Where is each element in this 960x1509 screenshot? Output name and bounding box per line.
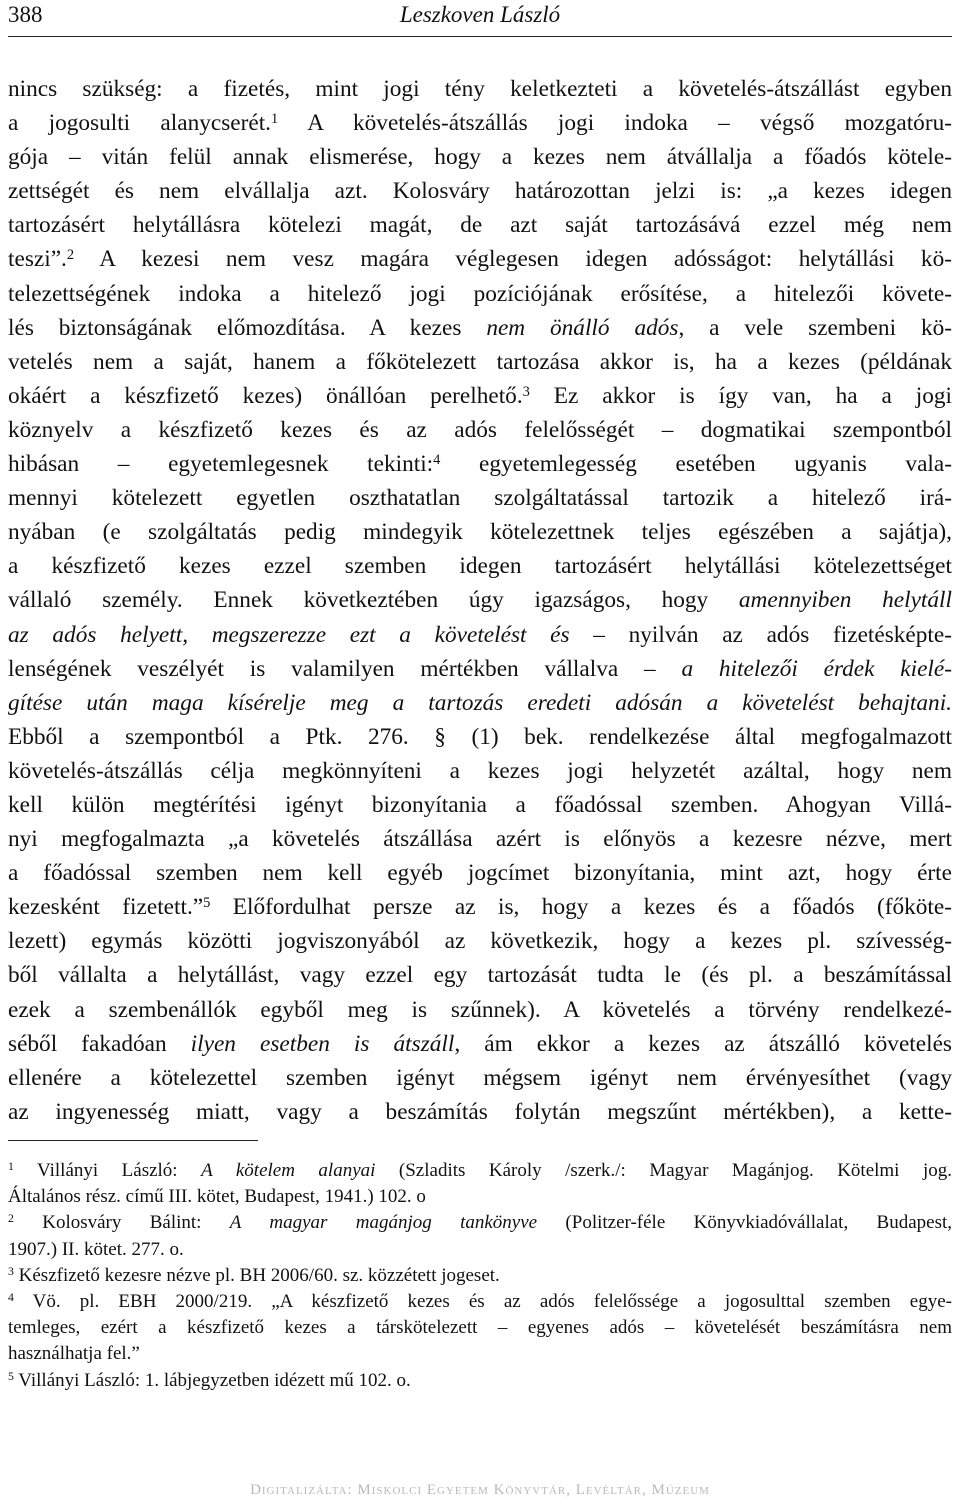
footnote-marker: 4 <box>433 451 441 468</box>
text-line <box>8 618 952 652</box>
text-run: nyában (e szolgáltatás pedig mindegyik kötelezettnek teljes egészében a sajátja), <box>8 519 952 546</box>
footnote-marker: 4 <box>8 1291 14 1305</box>
footnote-line <box>8 1315 952 1341</box>
text-run: 1907.) II. kötet. 277. o. <box>8 1238 184 1260</box>
text-line <box>8 174 952 208</box>
text-run: a készfizető kezes ezzel szemben idegen tartozásért helytállási kötelezettséget <box>8 553 952 580</box>
text-line <box>8 583 952 617</box>
text-run: gója – vitán felül annak elismerése, hogy a kezes nem átvállalja a főadós kötele- <box>8 144 952 171</box>
footnote-line <box>8 1368 952 1394</box>
text-run: kell külön megtérítési igényt bizonyítania a főadóssal szemben. Ahogyan Villá- <box>8 791 952 818</box>
footnote-marker: 5 <box>203 895 211 912</box>
footnote-marker: 1 <box>8 1160 14 1174</box>
text-run: , ám ekkor a kezes az átszálló követelés <box>454 1030 952 1057</box>
footnote-line <box>8 1184 952 1210</box>
text-line <box>8 1095 952 1129</box>
running-header <box>8 0 952 37</box>
text-line <box>8 140 952 174</box>
text-run: a jogosulti alanycserét. <box>8 110 272 137</box>
text-run: Vö. pl. EBH 2000/219. „A készfizető kezes és az adós felelőssége a jogosulttal szemben egye- <box>13 1291 952 1313</box>
text-run: , a vele szembeni kö- <box>678 314 952 341</box>
text-line <box>8 481 952 515</box>
text-run: hibásan – egyetemlegesnek tekinti: <box>8 451 434 478</box>
text-run: az ingyenesség miatt, vagy a beszámítás folytán megszűnt mértékben), a kette- <box>8 1098 952 1125</box>
text-run: teszi”. <box>8 246 67 273</box>
text-run: lezett) egymás közötti jogviszonyából az következik, hogy a kezes pl. szívesség- <box>8 928 952 955</box>
text-run: ellenére a kötelezettel szemben igényt mégsem igényt nem érvényesíthet (vagy <box>8 1064 952 1091</box>
text-line <box>8 686 952 720</box>
text-line <box>8 242 952 276</box>
footnote-separator <box>8 1140 258 1141</box>
footnote-marker: 5 <box>8 1369 14 1383</box>
text-line <box>8 311 952 345</box>
text-run: Általános rész. című III. kötet, Budapest, 1941.) 102. o <box>8 1186 426 1208</box>
text-line <box>8 754 952 788</box>
text-run: nyi megfogalmazta „a követelés átszállása azért is előnyös a kezesre nézve, mert <box>8 826 952 853</box>
text-run: ezek a szembenállók egyből meg is szűnnek). A követelés a törvény rendelkezé- <box>8 996 952 1023</box>
footnote-line <box>8 1210 952 1236</box>
footnote-line <box>8 1237 952 1263</box>
text-line <box>8 277 952 311</box>
text-line <box>8 106 952 140</box>
text-run: okáért a készfizető kezes) önállóan perelhető. <box>8 382 523 409</box>
italic-text: amennyiben helytáll <box>738 587 952 614</box>
text-run: a főadóssal szemben nem kell egyéb jogcímet bizonyítania, mint azt, hogy érte <box>8 860 952 887</box>
text-line <box>8 447 952 481</box>
text-run: Készfizető kezesre nézve pl. BH 2006/60. sz. közzétett jogeset. <box>13 1264 500 1286</box>
text-run: Előfordulhat persze az is, hogy a kezes és a főadós (főköte- <box>210 894 952 921</box>
text-run: A kezesi nem vesz magára véglegesen idegen adósságot: helytállási kö- <box>74 246 952 273</box>
footnote-marker: 1 <box>271 110 279 127</box>
text-run: Ez akkor is így van, ha a jogi <box>529 382 952 409</box>
text-run: követelés-átszállás célja megkönnyíteni a kezes jogi helyzetét azáltal, hogy nem <box>8 757 952 784</box>
text-run: lenségének veszélyét is valamilyen mértékben vállalva – <box>8 655 682 682</box>
italic-text: ilyen esetben is átszáll <box>190 1030 455 1057</box>
footnote-marker: 3 <box>522 383 530 400</box>
text-run: nincs szükség: a fizetés, mint jogi tény keletkezteti a követelés-átszállást egyben <box>8 76 952 102</box>
text-line <box>8 652 952 686</box>
footnote-line <box>8 1341 952 1367</box>
footnote-marker: 2 <box>8 1212 14 1226</box>
text-run: Ebből a szempontból a Ptk. 276. § (1) bek. rendelkezése által megfogalmazott <box>8 723 952 750</box>
text-run: (Szladits Károly /szerk./: Magyar Magánjog. Kötelmi jog. <box>375 1160 952 1181</box>
footnote-line <box>8 1263 952 1289</box>
text-run: ből vállalta a helytállást, vagy ezzel egy tartozását tudta le (és pl. a beszámítással <box>8 962 952 989</box>
text-line <box>8 958 952 992</box>
text-line <box>8 720 952 754</box>
text-line <box>8 822 952 856</box>
text-line <box>8 890 952 924</box>
italic-text: gítése után maga kísérelje meg a tartozás eredeti adósán a követelést behajtani. <box>8 689 952 716</box>
italic-text: az adós helyett, megszerezze ezt a követelést és <box>8 621 570 648</box>
italic-text: nem önálló adós <box>486 314 679 341</box>
text-run: lés biztonságának előmozdítása. A kezes <box>8 314 487 341</box>
text-run: köznyelv a készfizető kezes és az adós felelősségét – dogmatikai szempontból <box>8 416 952 443</box>
text-run: vállaló személy. Ennek következtében úgy igazságos, hogy <box>8 587 739 614</box>
text-line <box>8 515 952 549</box>
text-run: (Politzer-féle Könyvkiadóvállalat, Budapest, <box>537 1212 952 1234</box>
italic-text: A kötelem alanyai <box>201 1160 376 1181</box>
main-text <box>8 72 952 1129</box>
text-run: használhatja fel.” <box>8 1343 140 1365</box>
footnote-line <box>8 1289 952 1315</box>
page-number: 388 <box>8 2 43 27</box>
text-run: temleges, ezért a készfizető kezes a társkötelezett – egyenes adós – követelését beszámításra nem <box>8 1317 952 1339</box>
text-run: Villányi László: <box>13 1160 202 1181</box>
text-run: telezettségének indoka a hitelező jogi pozíciójának erősítése, a hitelezői követe- <box>8 280 952 307</box>
digitization-watermark: Digitalizálta: Miskolci Egyetem Könyvtár, Levéltár, Múzeum <box>250 1482 710 1498</box>
text-run: Kolosváry Bálint: <box>13 1212 230 1234</box>
text-line <box>8 1061 952 1095</box>
text-run: egyetemlegesség esetében ugyanis vala- <box>440 451 952 478</box>
text-line <box>8 72 952 106</box>
italic-text: A magyar magánjog tankönyve <box>229 1212 538 1234</box>
text-run: kezesként fizetett.” <box>8 894 204 921</box>
text-run: vetelés nem a saját, hanem a főkötelezett tartozása akkor is, ha a kezes (példának <box>8 348 952 375</box>
text-line <box>8 856 952 890</box>
text-run: tartozásért helytállásra kötelezi magát, de azt saját tartozásává ezzel még nem <box>8 212 952 239</box>
text-line <box>8 1027 952 1061</box>
text-line <box>8 413 952 447</box>
text-run: – nyilván az adós fizetésképte- <box>569 621 952 648</box>
footnote-marker: 2 <box>66 247 75 264</box>
text-run: zettségét és nem elvállalja azt. Kolosváry határozottan jelzi is: „a kezes idegen <box>8 178 952 205</box>
footnotes <box>8 1158 952 1394</box>
running-title: Leszkoven László <box>399 2 561 27</box>
text-line <box>8 208 952 242</box>
text-line <box>8 993 952 1027</box>
text-line <box>8 788 952 822</box>
text-line <box>8 379 952 413</box>
text-line <box>8 549 952 583</box>
italic-text: a hitelezői érdek kielé- <box>681 655 953 682</box>
footnote-marker: 3 <box>8 1264 14 1278</box>
text-line <box>8 345 952 379</box>
text-run: séből fakadóan <box>8 1030 191 1057</box>
footnote-line <box>8 1158 952 1184</box>
text-run: A követelés-átszállás jogi indoka – végső mozgatóru- <box>278 110 952 137</box>
text-line <box>8 924 952 958</box>
text-run: Villányi László: 1. lábjegyzetben idézett mű 102. o. <box>13 1369 411 1391</box>
text-run: mennyi kötelezett egyetlen oszthatatlan szolgáltatással tartozik a hitelező irá- <box>8 485 952 512</box>
